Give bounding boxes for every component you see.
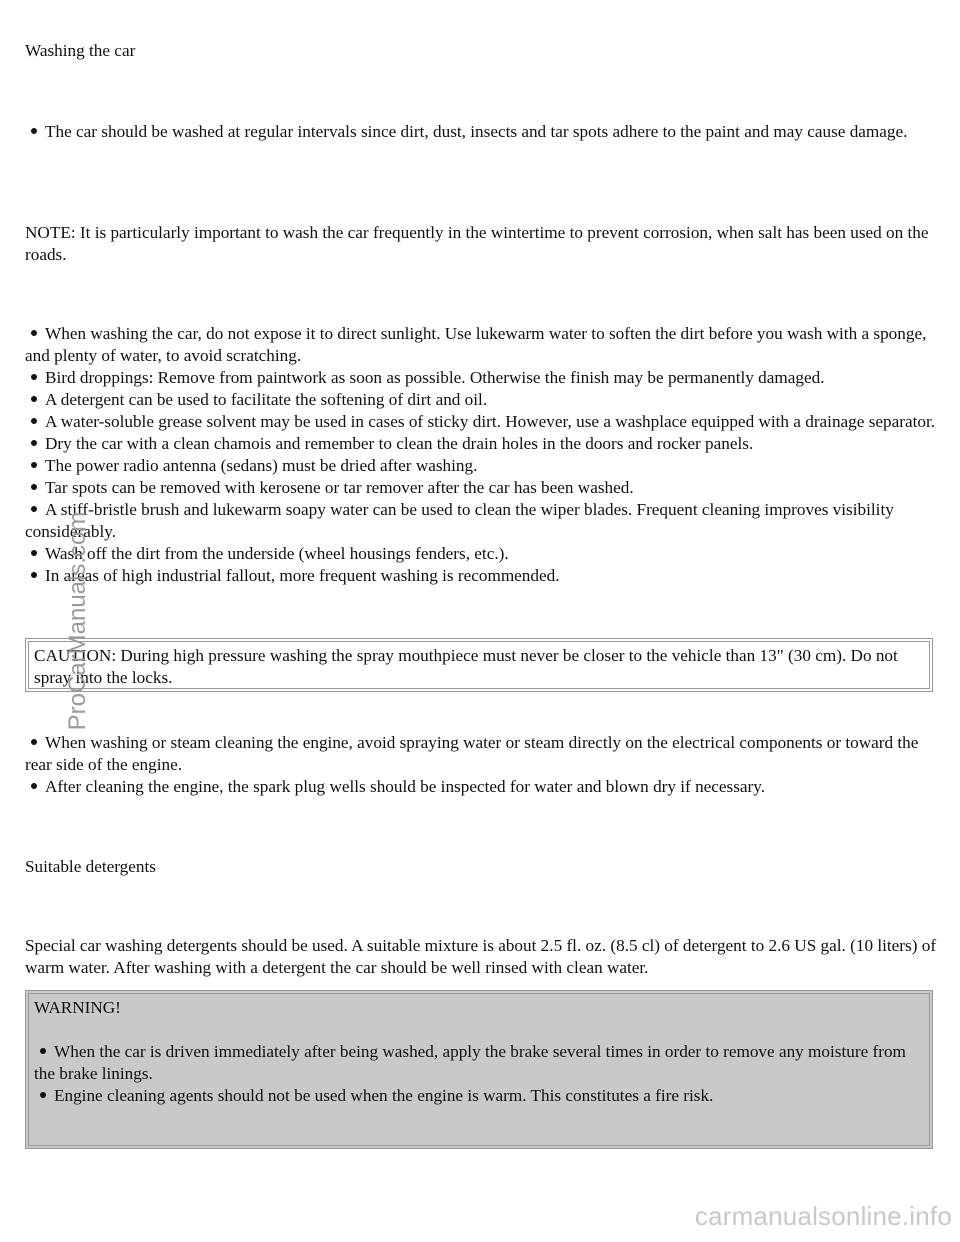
list-item: Bird droppings: Remove from paintwork as soon as possible. Otherwise the finish may be permanently damaged.	[25, 367, 937, 389]
bullet-icon	[25, 565, 45, 587]
warning-heading: WARNING!	[34, 998, 121, 1017]
list-item: Tar spots can be removed with kerosene or tar remover after the car has been washed.	[25, 477, 937, 499]
bullet-icon	[25, 455, 45, 477]
list-item: Wash off the dirt from the underside (wheel housings fenders, etc.).	[25, 543, 937, 565]
bullet-icon	[25, 389, 45, 411]
detergents-paragraph: Special car washing detergents should be used. A suitable mixture is about 2.5 fl. oz. (8.5 cl) of detergent to 2.6 US gal. (10 liters) of warm water. After washing with a detergent the car should be well rinsed with clean water.	[25, 936, 937, 977]
list-item: When washing the car, do not expose it to direct sunlight. Use lukewarm water to soften the dirt before you wash with a sponge, and plenty of water, to avoid scratching.	[25, 324, 927, 365]
list-item: When washing or steam cleaning the engine, avoid spraying water or steam directly on the electrical components or toward the rear side of the engine.	[25, 733, 919, 774]
bullet-icon	[25, 367, 45, 389]
list-item: When the car is driven immediately after being washed, apply the brake several times in order to remove any moisture from the brake linings.	[34, 1042, 906, 1083]
list-item: The power radio antenna (sedans) must be dried after washing.	[25, 455, 937, 477]
list-item: Dry the car with a clean chamois and remember to clean the drain holes in the doors and rocker panels.	[25, 433, 937, 455]
bullet-icon	[25, 411, 45, 433]
list-item: Engine cleaning agents should not be used when the engine is warm. This constitutes a fire risk.	[34, 1085, 924, 1107]
bullet-icon	[34, 1041, 54, 1063]
list-item: After cleaning the engine, the spark plug wells should be inspected for water and blown dry if necessary.	[25, 776, 937, 798]
warning-box	[25, 990, 933, 1149]
footer-watermark: carmanualsonline.info	[694, 1201, 952, 1231]
section-heading: Suitable detergents	[25, 857, 156, 876]
bullet-icon	[25, 121, 45, 143]
list-item: The car should be washed at regular intervals since dirt, dust, insects and tar spots adhere to the paint and may cause damage.	[25, 121, 937, 143]
bullet-icon	[25, 433, 45, 455]
list-item: In areas of high industrial fallout, more frequent washing is recommended.	[25, 565, 937, 587]
caution-box	[25, 638, 933, 692]
caution-text: CAUTION: During high pressure washing the spray mouthpiece must never be closer to the vehicle than 13" (30 cm). Do not spray into the locks.	[34, 646, 898, 687]
intro-list	[25, 121, 937, 143]
bullet-icon	[25, 499, 45, 521]
bullet-icon	[25, 776, 45, 798]
page-title: Washing the car	[25, 41, 136, 60]
bullet-icon	[25, 477, 45, 499]
list-item: A water-soluble grease solvent may be used in cases of sticky dirt. However, use a washplace equipped with a drainage separator.	[25, 411, 937, 433]
list-item: A stiff-bristle brush and lukewarm soapy water can be used to clean the wiper blades. Frequent cleaning improves visibility considerably.	[25, 500, 894, 541]
engine-list	[25, 732, 937, 798]
side-watermark: ProCarManuals.com	[64, 511, 91, 731]
bullet-icon	[25, 543, 45, 565]
bullet-icon	[25, 732, 45, 754]
washing-list	[25, 323, 937, 587]
bullet-icon	[34, 1085, 54, 1107]
bullet-icon	[25, 323, 45, 345]
note-paragraph: NOTE: It is particularly important to wash the car frequently in the wintertime to prevent corrosion, when salt has been used on the roads.	[25, 223, 929, 264]
list-item: A detergent can be used to facilitate the softening of dirt and oil.	[25, 389, 937, 411]
warning-list	[34, 1041, 924, 1107]
